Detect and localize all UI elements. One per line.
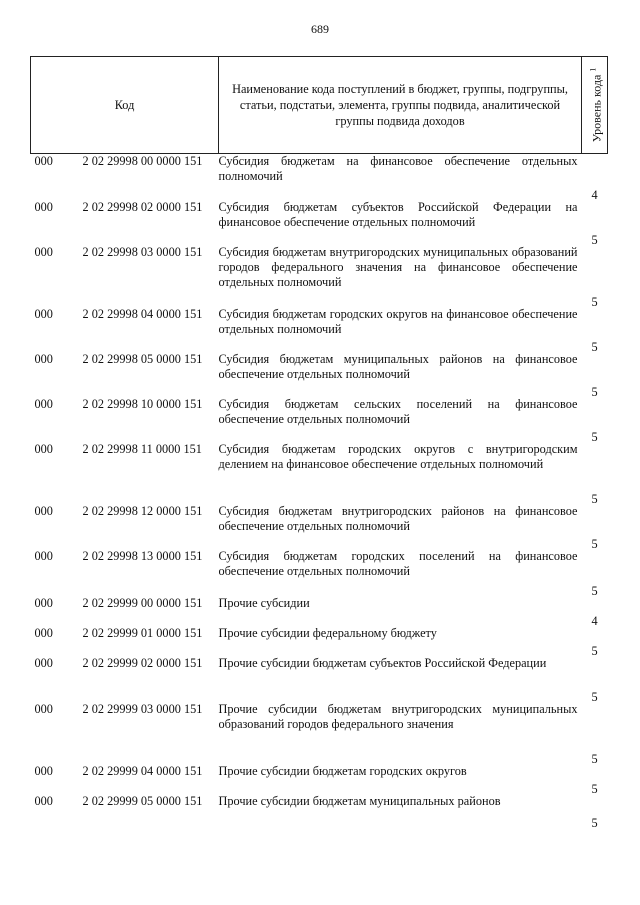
code-level-cell bbox=[582, 307, 608, 352]
code-level-cell bbox=[582, 504, 608, 549]
table-row bbox=[31, 504, 608, 549]
admin-code-cell: 000 bbox=[34, 701, 53, 716]
table-row bbox=[31, 442, 608, 504]
table-row bbox=[31, 549, 608, 596]
income-code-cell: 2 02 29999 01 0000 151 bbox=[82, 625, 203, 640]
admin-code-cell: 000 bbox=[34, 351, 53, 366]
income-name-cell: Субсидия бюджетам внутригородских муниципальных образований городов федерального значения на финансовое обеспечение отдельных полномочий bbox=[218, 244, 578, 289]
table-row bbox=[31, 626, 608, 656]
table-row bbox=[31, 596, 608, 626]
code-level-value: 4 bbox=[591, 613, 598, 628]
income-name-cell: Прочие субсидии бюджетам внутригородских муниципальных образований городов федерального значения bbox=[218, 701, 578, 731]
header-level-label: Уровень кода bbox=[589, 74, 604, 143]
table-row bbox=[31, 702, 608, 764]
header-level-text bbox=[585, 68, 604, 143]
code-level-cell bbox=[582, 549, 608, 596]
income-name-cell: Прочие субсидии бюджетам субъектов Российской Федерации bbox=[218, 655, 547, 670]
income-code-cell: 2 02 29998 13 0000 151 bbox=[82, 548, 203, 563]
code-level-cell bbox=[582, 596, 608, 626]
income-name-cell: Субсидия бюджетам субъектов Российской Федерации на финансовое обеспечение отдельных полномочий bbox=[218, 199, 578, 229]
income-name-cell: Субсидия бюджетам городских поселений на финансовое обеспечение отдельных полномочий bbox=[218, 548, 578, 578]
income-code-cell: 2 02 29998 12 0000 151 bbox=[82, 503, 203, 518]
code-level-cell bbox=[582, 397, 608, 442]
code-level-value: 5 bbox=[591, 536, 598, 551]
income-name-cell: Субсидия бюджетам городских округов с внутригородским делением на финансовое обеспечение отдельных полномочий bbox=[218, 441, 578, 471]
header-level-footnote: 1 bbox=[588, 67, 598, 72]
table-row bbox=[31, 794, 608, 828]
admin-code-cell: 000 bbox=[34, 396, 53, 411]
admin-code-cell: 000 bbox=[34, 655, 53, 670]
income-code-cell: 2 02 29999 02 0000 151 bbox=[82, 655, 203, 670]
income-name-cell: Прочие субсидии федеральному бюджету bbox=[218, 625, 437, 640]
budget-classification-table bbox=[30, 56, 608, 828]
income-name-cell: Прочие субсидии бюджетам муниципальных районов bbox=[218, 793, 501, 808]
income-code-cell: 2 02 29998 11 0000 151 bbox=[82, 441, 202, 456]
income-name-cell: Субсидия бюджетам сельских поселений на финансовое обеспечение отдельных полномочий bbox=[218, 396, 578, 426]
code-level-value: 5 bbox=[591, 384, 598, 399]
code-level-cell bbox=[582, 245, 608, 307]
code-level-value: 4 bbox=[591, 187, 598, 202]
table-body bbox=[31, 154, 608, 828]
admin-code-cell: 000 bbox=[34, 306, 53, 321]
income-name-cell: Субсидия бюджетам внутригородских районов на финансовое обеспечение отдельных полномочий bbox=[218, 503, 578, 533]
admin-code-cell: 000 bbox=[34, 793, 53, 808]
code-level-value: 5 bbox=[591, 643, 598, 658]
income-name-cell: Субсидия бюджетам на финансовое обеспечение отдельных полномочий bbox=[218, 154, 578, 183]
admin-code-cell: 000 bbox=[34, 199, 53, 214]
header-name: Наименование кода поступлений в бюджет, группы, подгруппы, статьи, подстатьи, элемента, группы подвида, аналитической группы подвида доходов bbox=[219, 57, 582, 154]
table-row bbox=[31, 764, 608, 794]
income-name-cell: Прочие субсидии bbox=[218, 595, 310, 610]
income-code-cell: 2 02 29998 05 0000 151 bbox=[82, 351, 203, 366]
code-level-value: 5 bbox=[591, 294, 598, 309]
income-code-cell: 2 02 29999 04 0000 151 bbox=[82, 763, 203, 778]
income-code-cell: 2 02 29999 00 0000 151 bbox=[82, 595, 203, 610]
code-level-cell bbox=[582, 442, 608, 504]
code-level-cell bbox=[582, 352, 608, 397]
code-level-value: 5 bbox=[591, 751, 598, 766]
table-header bbox=[31, 57, 608, 154]
income-code-cell: 2 02 29998 00 0000 151 bbox=[82, 154, 203, 168]
page-number: 689 bbox=[311, 22, 329, 36]
code-level-cell bbox=[582, 200, 608, 245]
code-level-cell bbox=[582, 764, 608, 794]
table-row bbox=[31, 307, 608, 352]
income-name-cell: Прочие субсидии бюджетам городских округов bbox=[218, 763, 467, 778]
admin-code-cell: 000 bbox=[34, 154, 53, 168]
income-code-cell: 2 02 29999 05 0000 151 bbox=[82, 793, 203, 808]
admin-code-cell: 000 bbox=[34, 625, 53, 640]
income-code-cell: 2 02 29999 03 0000 151 bbox=[82, 701, 203, 716]
income-code-cell: 2 02 29998 10 0000 151 bbox=[82, 396, 203, 411]
table-row bbox=[31, 397, 608, 442]
income-code-cell: 2 02 29998 04 0000 151 bbox=[82, 306, 203, 321]
admin-code-cell: 000 bbox=[34, 595, 53, 610]
code-level-cell bbox=[582, 656, 608, 702]
table-row bbox=[31, 352, 608, 397]
code-level-value: 5 bbox=[591, 583, 598, 598]
admin-code-cell: 000 bbox=[34, 244, 53, 259]
header-level bbox=[582, 57, 608, 154]
code-level-cell bbox=[582, 794, 608, 828]
code-level-value: 5 bbox=[591, 781, 598, 796]
code-level-cell bbox=[582, 626, 608, 656]
table-row bbox=[31, 245, 608, 307]
code-level-value: 5 bbox=[591, 339, 598, 354]
code-level-value: 5 bbox=[591, 491, 598, 506]
code-level-value: 5 bbox=[591, 429, 598, 444]
header-code: Код bbox=[31, 57, 219, 154]
code-level-cell bbox=[582, 154, 608, 200]
income-code-cell: 2 02 29998 03 0000 151 bbox=[82, 244, 203, 259]
admin-code-cell: 000 bbox=[34, 548, 53, 563]
table-row bbox=[31, 200, 608, 245]
code-level-cell bbox=[582, 702, 608, 764]
code-level-value: 5 bbox=[591, 689, 598, 704]
code-level-value: 5 bbox=[591, 232, 598, 247]
admin-code-cell: 000 bbox=[34, 503, 53, 518]
admin-code-cell: 000 bbox=[34, 441, 53, 456]
table-row bbox=[31, 154, 608, 200]
admin-code-cell: 000 bbox=[34, 763, 53, 778]
table-row bbox=[31, 656, 608, 702]
code-level-value: 5 bbox=[591, 815, 598, 830]
income-name-cell: Субсидия бюджетам городских округов на финансовое обеспечение отдельных полномочий bbox=[218, 306, 578, 336]
income-name-cell: Субсидия бюджетам муниципальных районов на финансовое обеспечение отдельных полномочий bbox=[218, 351, 578, 381]
income-code-cell: 2 02 29998 02 0000 151 bbox=[82, 199, 203, 214]
